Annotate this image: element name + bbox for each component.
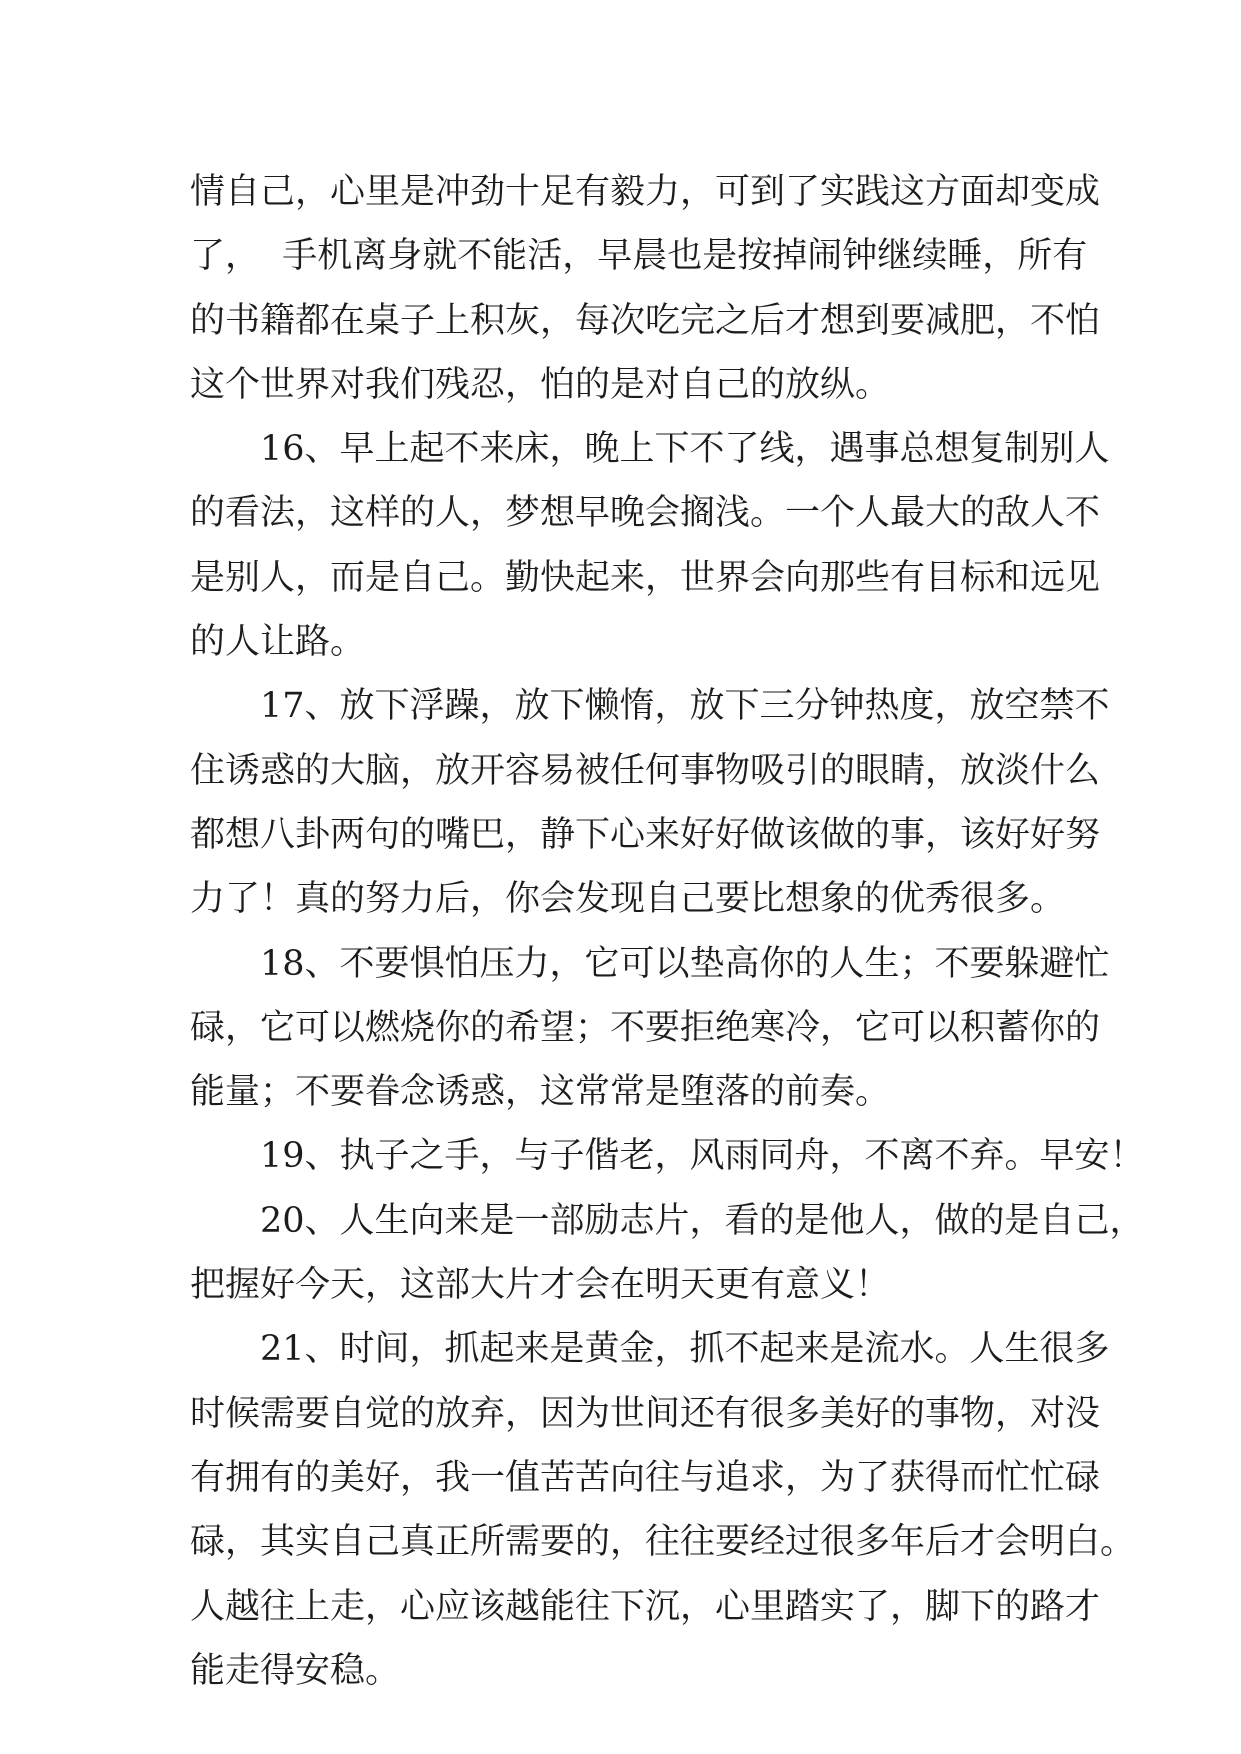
text-line: 情自己，心里是冲劲十足有毅力，可到了实践这方面却变成 [190,172,1101,212]
text-line: 有拥有的美好，我一值苦苦向往与追求，为了获得而忙忙碌 [190,1457,1101,1498]
text-line: 住诱惑的大脑，放开容易被任何事物吸引的眼睛，放淡什么 [190,750,1101,791]
text-line: 力了！真的努力后，你会发现自己要比想象的优秀很多。 [190,879,1066,920]
paragraph-20-start: 20、人生向来是一部励志片，看的是他人，做的是自己， [260,1200,1145,1241]
text-line: 碌，它可以燃烧你的希望；不要拒绝寒冷，它可以积蓄你的 [190,1007,1101,1048]
text-line: 人越往上走，心应该越能往下沉，心里踏实了，脚下的路才 [190,1586,1101,1627]
text-line: 碌，其实自己真正所需要的，往往要经过很多年后才会明白。 [190,1522,1136,1563]
text-line: 的看法，这样的人，梦想早晚会搁浅。一个人最大的敌人不 [190,493,1101,534]
text-line: 能量；不要眷念诱惑，这常常是堕落的前奏。 [190,1072,891,1113]
text-line: 能走得安稳。 [190,1650,401,1691]
text-line: 是别人，而是自己。勤快起来，世界会向那些有目标和远见 [190,557,1101,598]
text-line: 把握好今天，这部大片才会在明天更有意义！ [190,1265,891,1306]
paragraph-19: 19、执子之手，与子偕老，风雨同舟，不离不弃。早安！ [260,1136,1145,1177]
paragraph-16-start: 16、早上起不来床，晚上下不了线，遇事总想复制别人 [260,429,1110,470]
text-line: 时候需要自觉的放弃，因为世间还有很多美好的事物，对没 [190,1393,1101,1434]
text-line: 的书籍都在桌子上积灰，每次吃完之后才想到要减肥，不怕 [190,300,1101,341]
text-line: 了， 手机离身就不能活，早晨也是按掉闹钟继续睡，所有 [190,236,1088,277]
paragraph-18-start: 18、不要惧怕压力，它可以垫高你的人生；不要躲避忙 [260,943,1110,984]
text-line: 的人让路。 [190,622,366,663]
body-text [190,160,1145,1703]
text-line: 这个世界对我们残忍，怕的是对自己的放纵。 [190,364,891,405]
paragraph-21-start: 21、时间，抓起来是黄金，抓不起来是流水。人生很多 [260,1329,1110,1370]
text-line: 都想八卦两句的嘴巴，静下心来好好做该做的事，该好好努 [190,814,1101,855]
paragraph-17-start: 17、放下浮躁，放下懒惰，放下三分钟热度，放空禁不 [260,686,1110,727]
